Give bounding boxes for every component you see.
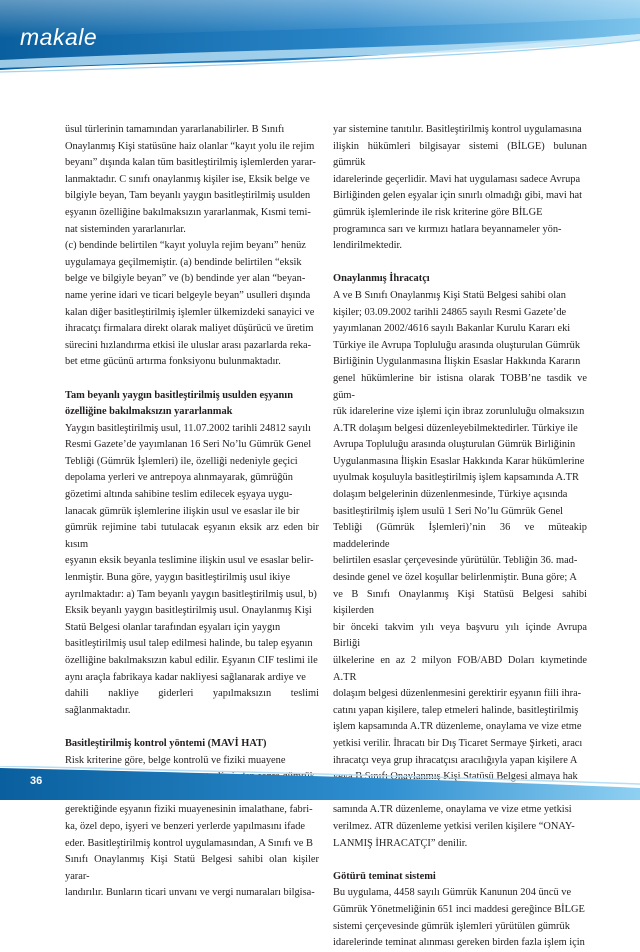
text-line: bir önceki takvim yılı veya başvuru yılı içinde Avrupa Birliği bbox=[333, 621, 587, 650]
paragraph bbox=[333, 885, 587, 951]
text-line: verilmez. ATR düzenleme yetkisi verilen kişilere “ONAY- bbox=[333, 820, 575, 832]
text-line: samında A.TR düzenleme, onaylama ve vize etme yetkisi bbox=[333, 804, 572, 816]
text-line: ve B Sınıfı Onaylanmış Kişi Statüsü Belgesi sahibi kişilerden bbox=[333, 588, 587, 617]
text-line: bilgiyle beyan, Tam beyanlı yaygın basitleştirilmiş usulden bbox=[65, 190, 311, 202]
text-line: belirtilen esaslar çerçevesinde yürütülür. Tebliğin 36. mad- bbox=[333, 555, 578, 567]
page-number: 36 bbox=[30, 775, 43, 787]
text-line: lanmaktadır. C sınıfı onaylanmış kişiler ise, Eksik belge ve bbox=[65, 173, 310, 185]
text-line: eşyanın özelliğine bakılmaksızın yararlanmak, Kısmi temi- bbox=[65, 206, 311, 218]
text-line: lendirilmektedir. bbox=[333, 240, 402, 252]
text-line: catını yapan kişilere, talep etmeleri halinde, basitleştirilmiş bbox=[333, 704, 579, 716]
paragraph bbox=[65, 238, 319, 371]
text-line: Onaylanmış Kişi statüsüne haiz olanlar “kayıt yolu ile rejim bbox=[65, 140, 315, 152]
text-line: yayımlanan 2002/4616 sayılı Bakanlar Kurulu Kararı eki bbox=[333, 323, 571, 335]
text-line: name yerine idari ve ticari belgeyle beyan” usulleri dışında bbox=[65, 289, 311, 301]
text-line: gümrük işlemlerinde ile risk kriterine göre BİLGE bbox=[333, 206, 543, 218]
text-line: ihracatçı veya grup ihracatçısı aracılığıyla yapan kişilere A bbox=[333, 754, 578, 766]
text-line: Birliğinden gelen eşyalar için sınırlı olmadığı gibi, mavi hat bbox=[333, 190, 583, 202]
text-line: gözetimi altında sahibine teslim edilecek eşyaya uygu- bbox=[65, 489, 293, 501]
header-band bbox=[0, 0, 640, 82]
paragraph bbox=[333, 122, 587, 255]
footer-band bbox=[0, 766, 640, 800]
text-line: belge ve bilgiyle beyan” ve (b) bendinde yer alan “beyan- bbox=[65, 273, 306, 285]
text-line: depolama yerleri ve antrepoya alınmayarak, gümrüğün bbox=[65, 472, 293, 484]
section-heading bbox=[333, 869, 587, 886]
text-line: Eksik beyanlı yaygın basitleştirilmiş usul. Onaylanmış Kişi bbox=[65, 605, 312, 617]
text-line: özelliğine bakılmaksızın kabul edilir. Eşyanın CIF teslimi ile bbox=[65, 655, 318, 666]
text-line: uyulmak koşuluyla basitleştirilmiş işlem kapsamında A.TR bbox=[333, 472, 579, 484]
text-line: lenmiştir. Buna göre, yaygın basitleştirilmiş usul ikiye bbox=[65, 572, 291, 584]
text-line: kişiler; 03.09.2002 tarihli 24865 sayılı Resmi Gazete’de bbox=[333, 306, 567, 318]
text-line: özelliğine bakılmaksızın yararlanmak bbox=[65, 406, 233, 418]
text-line: Avrupa Topluluğu arasında oluşturulan Gümrük Birliğinin bbox=[333, 439, 576, 451]
text-line: idarelerinde teminat alınması gereken birden fazla işlem için bbox=[333, 937, 585, 949]
text-line: uygulamaya geçilmemiştir. (a) bendinde belirtilen “eksik bbox=[65, 256, 302, 268]
footer-wave-graphic bbox=[0, 766, 640, 800]
text-line: sürecini hızlandırma etkisi ile uluslar arası pazarlarda reka- bbox=[65, 339, 312, 351]
text-line: beyanı” dışında kalan tüm basitleştirilmiş işlemlerden yarar- bbox=[65, 157, 316, 169]
text-line: bet etme gücünü artırma fonksiyonu bulunmaktadır. bbox=[65, 356, 281, 368]
text-line: Tebliği (Gümrük İşlemleri) ile, özelliği nedeniyle geçici bbox=[65, 455, 298, 467]
text-line: rük idarelerine vize işlemi için ibraz zorunluluğu olmaksızın bbox=[333, 406, 585, 418]
text-line: ihracatçı firmalara direkt olarak maliyet düşürücü ve üretim bbox=[65, 323, 314, 335]
text-line: Sınıfı Onaylanmış Kişi Statü Belgesi sahibi olan kişiler yarar- bbox=[65, 854, 319, 882]
text-line: kalan diğer basitleştirilmiş işlemler ülkemizdeki sanayici ve bbox=[65, 306, 315, 318]
text-line: sistemi çerçevesinde gümrük işlemleri yürütülen gümrük bbox=[333, 920, 570, 932]
text-line: lanacak gümrük işlemlerine ilişkin usul ve esaslar ile bir bbox=[65, 505, 300, 517]
text-line: Birliğinin Uygulanmasına İlişkin Esaslar Hakkında Kararın bbox=[333, 356, 581, 368]
text-line: (c) bendinde belirtilen “kayıt yoluyla rejim beyanı” henüz bbox=[65, 240, 306, 252]
text-line: programınca sarı ve kırmızı hatlara beyannameler yön- bbox=[333, 223, 562, 235]
text-line: nat sisteminden yararlanırlar. bbox=[65, 223, 186, 235]
text-line: gerektiğinde eşyanın fiziki muayenesinin imalathane, fabri- bbox=[65, 804, 313, 816]
text-line: veya B Sınıfı Onaylanmış Kişi Statüsü Belgesi almaya hak bbox=[333, 771, 578, 783]
text-line: dahili nakliye giderleri yapılmaksızın teslimi sağlanmaktadır. bbox=[65, 688, 319, 716]
text-line: Basitleştirilmiş kontrol yöntemi (MAVİ HAT) bbox=[65, 737, 267, 749]
text-line: Tam beyanlı yaygın basitleştirilmiş usulden eşyanın bbox=[65, 389, 293, 401]
section-heading bbox=[333, 271, 587, 288]
text-line: eder. Basitleştirilmiş kontrol uygulamasından, A Sınıfı ve B bbox=[65, 837, 313, 849]
text-line: Uygulanmasına İlişkin Esaslar Hakkında Karar hükümlerine bbox=[333, 455, 585, 467]
section-heading bbox=[65, 388, 319, 421]
text-line: ayrılmaktadır: a) Tam beyanlı yaygın basitleştirilmiş usul, b) bbox=[65, 588, 317, 600]
text-line: basitleştirilmiş usul talep edilmesi halinde, bu talep eşyanın bbox=[65, 638, 313, 650]
text-line: ilişkin hükümleri bilgisayar sistemi (BİLGE) bulunan gümrük bbox=[333, 140, 587, 169]
text-line: üsul türlerinin tamamından yararlanabilirler. B Sınıfı bbox=[65, 124, 285, 135]
text-line: basitleştirilmiş işlem usulü 1 Seri No’lu Gümrük Genel bbox=[333, 505, 564, 517]
text-line: genel hükümlerine bir istisna olarak TOBB’ne tasdik ve güm- bbox=[333, 372, 587, 401]
text-line: işlem kapsamında A.TR düzenleme, onaylama ve vize etme bbox=[333, 721, 582, 733]
section-label: makale bbox=[20, 24, 98, 50]
text-line: Bu uygulama, 4458 sayılı Gümrük Kanunun 204 üncü ve bbox=[333, 887, 572, 899]
text-line: aynı araçla fabrikaya kadar nakliyesi sağlanarak ardiye ve bbox=[65, 671, 306, 683]
text-line: desinde genel ve özel koşullar belirlenmiştir. Buna göre; A bbox=[333, 572, 577, 584]
text-line: Türkiye ile Avrupa Topluluğu arasında oluşturulan Gümrük bbox=[333, 339, 581, 351]
text-line: A ve B Sınıfı Onaylanmış Kişi Statü Belgesi sahibi olan bbox=[333, 289, 566, 301]
text-line: dolaşım belgelerinin düzenlenmesinde, Türkiye açısında bbox=[333, 489, 568, 501]
text-line: LANMIŞ İHRACATÇI” denilir. bbox=[333, 837, 468, 849]
section-heading bbox=[65, 736, 319, 753]
text-line: Statü Belgesi olanlar tarafından eşyaları için yaygın bbox=[65, 621, 281, 633]
text-line: A.TR dolaşım belgesi düzenleyebilmektedirler. Türkiye ile bbox=[333, 422, 578, 434]
text-line: ka, özel depo, işyeri ve benzeri yerlerde yapılmasını ifade bbox=[65, 820, 306, 832]
text-line: dolaşım belgesi düzenlenmesini gerektirir eşyanın fiili ihra- bbox=[333, 688, 582, 700]
text-line: Resmi Gazete’de yayımlanan 16 Seri No’lu Gümrük Genel bbox=[65, 439, 312, 451]
paragraph bbox=[65, 421, 319, 720]
text-line: Yaygın basitleştirilmiş usul, 11.07.2002 tarihli 24812 sayılı bbox=[65, 422, 311, 434]
text-line: yar sistemine tanıtılır. Basitleştirilmiş kontrol uygulamasına bbox=[333, 124, 582, 135]
text-line: Onaylanmış İhracatçı bbox=[333, 273, 430, 285]
paragraph bbox=[65, 122, 319, 238]
text-line: ülkelerine en az 2 milyon FOB/ABD Doları kıymetinde A.TR bbox=[333, 655, 587, 683]
right-column bbox=[333, 122, 587, 952]
text-line: Götürü teminat sistemi bbox=[333, 870, 436, 882]
text-line: Gümrük Yönetmeliğinin 651 inci maddesi gereğince BİLGE bbox=[333, 903, 585, 915]
text-line: eşyanın eksik beyanla teslimine ilişkin usul ve esaslar belir- bbox=[65, 555, 314, 567]
text-line: Risk kriterine göre, belge kontrolü ve fiziki muayene bbox=[65, 754, 286, 766]
text-line: gümrük rejimine tabi tutulacak eşyanın eksik arz eden bir kısım bbox=[65, 522, 319, 550]
text-line: landırılır. Bunların ticari unvanı ve vergi numaraları bilgisa- bbox=[65, 887, 315, 899]
text-line: idarelerinde geçerlidir. Mavi hat uygulaması sadece Avrupa bbox=[333, 173, 581, 185]
text-line: yetkisi verilir. İhracatı bir Dış Ticaret Sermaye Şirketi, aracı bbox=[333, 737, 583, 749]
text-line: Tebliği (Gümrük İşlemleri)’nin 36 ve müteakip maddelerinde bbox=[333, 522, 587, 550]
